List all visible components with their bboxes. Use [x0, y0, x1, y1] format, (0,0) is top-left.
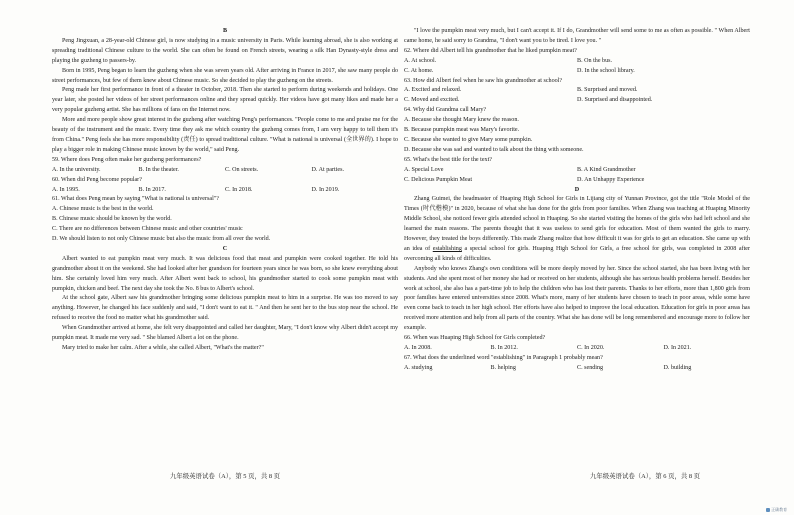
question-59-options: [52, 166, 398, 176]
option: A. In 2008.: [404, 345, 432, 351]
option: B. Surprised and moved.: [577, 87, 638, 94]
option: D. Surprised and disappointed.: [577, 97, 653, 104]
section-d-heading: D: [574, 186, 580, 193]
question-64-option-a: [404, 116, 750, 126]
question-66: 66. When was Huaping High School for Girls completed?: [404, 335, 546, 342]
passage-d-paragraph-2: Anybody who knows Zhang's own conditions will be more deeply moved by her. Since the school started, she has been living with her students. And she spent most of her money she had or received on her students, although she has serious health problems herself. Besides her work at school, she also has a part-time job to help the children who has lost their parents. Thanks to her efforts, more than 1,800 girls from poor families have entered universities since 2008. What's more, many of her students have chosen to teach in poor areas, while some have even come back to teach in her high school. Her efforts have also helped to improve the local education. Education for girls in poor areas has received more attention and help from all parts of the country. What she has done will be long remembered and encourage more to follow her example.: [404, 265, 750, 332]
option: B. Chinese music should be known by the world.: [52, 216, 172, 223]
option: C. In 2018.: [225, 186, 253, 193]
question-65-options-row-2: [404, 176, 750, 186]
question-63-options-row-1: [404, 86, 750, 96]
left-column: [52, 27, 398, 354]
option: D. In 2019.: [311, 186, 340, 193]
question-63: 63. How did Albert feel when he saw his grandmother at school?: [404, 77, 563, 84]
option: B. helping: [490, 364, 516, 371]
question-65: 65. What's the best title for the text?: [404, 156, 492, 163]
option: B. In 2017.: [138, 186, 166, 193]
passage-b-paragraph-4: More and more people show great interest in the guzheng after watching Peng's performances. "People come to me and praise me for the beauty of the instrument and the music. Every time they ask me which country the guzheng comes from, I am very happy to tell them it's from China." Peng feels she has more responsibility (责任) to spread traditional culture. "What is national is universal (全世界的). I hope to play a bigger role in making Chinese music known by the world," said Peng.: [52, 117, 398, 153]
question-61-option-c: [52, 225, 398, 235]
passage-b-paragraph-2: Born in 1995, Peng began to learn the guzheng when she was seven years old. After arriving in France in 2017, she saw many people do street performances, but few of them knew about Chinese music. So she decided to play the guzheng on the streets.: [52, 67, 398, 84]
watermark-text: 正确教育: [771, 507, 788, 512]
page-footer-left: 九年级英语试卷（A），第 5 页，共 8 页: [170, 473, 281, 480]
option: D. Because she was sad and wanted to talk about the thing with someone.: [404, 146, 584, 153]
option: D. building: [663, 364, 692, 371]
passage-d-text-a: Zhang Guimei, the headmaster of Huaping High School for Girls in Lijiang city of Yunnan Province, got the title "Role Model of the Times (时代楷模)" in 2020, because of what she has done for the girls from poor families. When Zhang was teaching at Huaping Minority Middle School, she noticed fewer girls attended school in Huaping. So she started visiting the homes of the girls who had left school and she learned the main reasons. The parents thought that it was useless to send girls for education. Most of them wanted the girls to marry. However, they treated the boys differently. This made Zhang realize that how difficult it was for girls to get an education. She came up with an idea of: [404, 196, 750, 252]
option: B. On the bus.: [577, 57, 613, 64]
section-c-heading: C: [222, 245, 228, 252]
question-64: 64. Why did Grandma call Mary?: [404, 107, 487, 114]
option: B. In the theater.: [138, 166, 179, 173]
option: A. studying: [404, 364, 433, 371]
question-64-option-b: [404, 126, 750, 136]
question-67: 67. What does the underlined word "establishing" in Paragraph 1 probably mean?: [404, 354, 603, 361]
option: C. There are no differences between Chinese music and other countries' music: [52, 226, 243, 233]
question-65-options-row-1: [404, 166, 750, 176]
question-64-option-d: [404, 146, 750, 156]
option: C. At home.: [404, 67, 434, 74]
option: D. In 2021.: [663, 345, 692, 351]
question-61-option-b: [52, 215, 398, 225]
right-column: [404, 27, 750, 374]
option: C. Because she wanted to give Mary some pumpkin.: [404, 136, 533, 143]
option: C. Delicious Pumpkin Meat: [404, 176, 473, 183]
option: C. In 2020.: [577, 345, 605, 351]
passage-b-paragraph-3: Peng made her first performance in front of a theater in October, 2018. Then she started to perform during weekends and holidays. One year later, she posted her videos of her street performances online and they spread quickly. Her videos have got many likes and made her a very popular guzheng artist. She has millions of fans on the Internet now.: [52, 87, 398, 114]
passage-c-paragraph-4: Mary tried to make her calm. After a while, she called Albert, "What's the matter?": [62, 345, 264, 351]
option: A. Because she thought Mary knew the reason.: [404, 117, 519, 124]
watermark-logo: [766, 505, 787, 515]
passage-b-paragraph-1: Peng Jingxuan, a 28-year-old Chinese girl, is now studying in a music university in Paris. While learning abroad, she is also working at spreading traditional Chinese culture to the world. She can often be found on French streets, wearing a silk Han Dynasty-style dress and playing the guzheng to passers-by.: [52, 37, 398, 64]
option: A. Excited and relaxed.: [404, 87, 462, 94]
option: A. In the university.: [52, 166, 101, 173]
passage-c-paragraph-1: Albert wanted to eat pumpkin meat very much. It was delicious food that meat and pumpkin were cooked together. He told his grandmother about it on the weekend. She had looked after her grandson for fourteen years since he was born, so she knew everything about him. She certainly loved him very much. After Albert went back to school, his grandmother started to cook some pumpkin meat with pumpkin, chicken and beef. The next day she took the No. 8 bus to Albert's school.: [52, 255, 398, 292]
option: D. At parties.: [311, 166, 344, 173]
question-61: 61. What does Peng mean by saying "What is national is universal"?: [52, 196, 219, 203]
option: B. Because pumpkin meat was Mary's favorite.: [404, 127, 520, 134]
section-b-heading: B: [222, 28, 228, 34]
passage-c-paragraph-2: At the school gate, Albert saw his grandmother bringing some delicious pumpkin meat to him in a surprise. He was too moved to say anything. However, he changed his face suddenly and said, "I don't want to eat it. " And then he sent her to the bus stop near the school. He refused to receive the food no matter what his grandmother said.: [52, 295, 398, 322]
question-61-option-a: [52, 205, 398, 215]
underlined-word: establishing: [432, 245, 462, 252]
option: A. Chinese music is the best in the world.: [52, 206, 154, 213]
question-64-option-c: [404, 136, 750, 146]
logo-icon: [766, 508, 770, 512]
option: A. Special Love: [404, 166, 444, 173]
passage-d-paragraph-1: [404, 195, 750, 264]
question-66-options: [404, 344, 750, 354]
question-62-options-row-2: [404, 67, 750, 77]
question-60: 60. When did Peng become popular?: [52, 176, 142, 183]
passage-c-paragraph-3: When Grandmother arrived at home, she felt very disappointed and called her daughter, Mary, "I don't know why Albert didn't accept my pumpkin meat. It made me very sad. " She blamed Albert a lot on the phone.: [52, 325, 398, 342]
option: C. On streets.: [225, 166, 259, 173]
question-62: 62. Where did Albert tell his grandmother that he liked pumpkin meat?: [404, 47, 577, 54]
question-62-options-row-1: [404, 57, 750, 67]
option: B. A Kind Grandmother: [577, 166, 636, 173]
question-59: 59. Where does Peng often make her guzheng performances?: [52, 156, 202, 163]
option: A. At school.: [404, 57, 437, 64]
option: D. We should listen to not only Chinese music but also the music from all over the world.: [52, 236, 271, 243]
option: A. In 1995.: [52, 186, 80, 193]
question-61-option-d: [52, 235, 398, 245]
question-60-options: [52, 186, 398, 196]
option: D. In the school library.: [577, 67, 635, 74]
passage-d-text-b: a special school for girls. Huaping High School for Girls, a free school for girls, was completed in 2008 after overcoming all kinds of difficulties.: [404, 245, 750, 262]
page-footer-right: 九年级英语试卷（A），第 6 页，共 8 页: [590, 473, 701, 480]
option: C. Moved and excited.: [404, 97, 460, 104]
option: C. sending: [577, 364, 604, 371]
question-67-options: [404, 364, 750, 374]
question-63-options-row-2: [404, 96, 750, 106]
option: B. In 2012.: [490, 345, 518, 351]
option: D. An Unhappy Experience: [577, 176, 645, 183]
passage-c-paragraph-5: "I love the pumpkin meat very much, but I can't accept it. If I do, Grandmother will send some to me as often as possible. " When Albert came home, he said sorry to Grandma, "I don't want you to be tired. I love you. ": [404, 28, 750, 44]
